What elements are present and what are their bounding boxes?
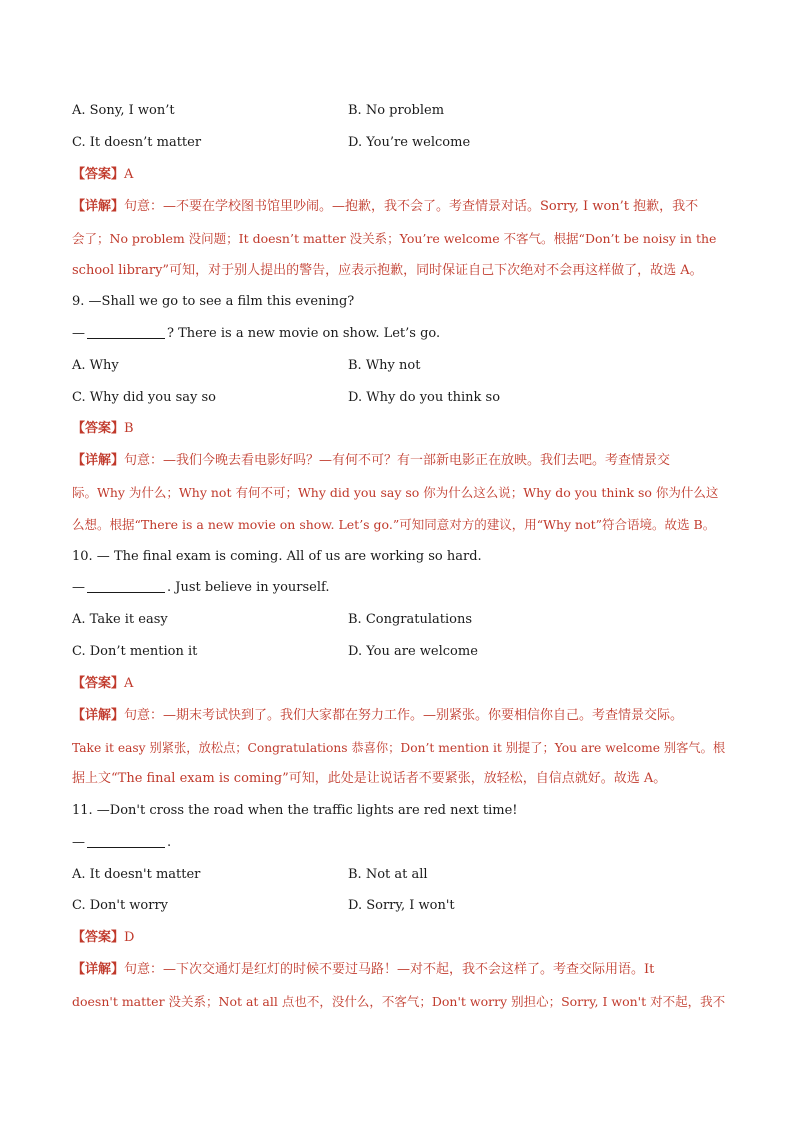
q10-detail-line-3: 据上文“The final exam is coming”可知，此处是让说话者不要紧张，放轻松，自信点就好。故选 A。	[72, 771, 667, 786]
q11-question: 11. —Don't cross the road when the traffic lights are red next time!	[72, 803, 518, 818]
response-text: ? There is a new movie on show. Let’s go.	[167, 326, 441, 341]
q11-detail-line-1	[72, 962, 654, 978]
answer-blank	[87, 580, 165, 593]
q11-option-b: B. Not at all	[348, 867, 428, 882]
q11-option-c: C. Don't worry	[72, 898, 169, 913]
q10-option-a: A. Take it easy	[72, 612, 168, 627]
q9-option-a: A. Why	[72, 358, 119, 373]
detail-text: 句意：—不要在学校图书馆里吵闹。—抱歉，我不会了。考查情景对话。Sorry, I won’t 抱歉，我不	[124, 199, 699, 214]
answer-value: D	[124, 930, 135, 945]
q11-option-d: D. Sorry, I won't	[348, 898, 455, 913]
q8-option-d: D. You’re welcome	[348, 135, 471, 150]
q9-option-b: B. Why not	[348, 358, 421, 373]
q9-option-d: D. Why do you think so	[348, 390, 501, 405]
q9-detail-line-2: 际。Why 为什么；Why not 有何不可；Why did you say so 你为什么这么说；Why do you think so 你为什么这	[72, 485, 719, 500]
answer-tag: 【答案】	[72, 167, 125, 182]
detail-text: 句意：—期末考试快到了。我们大家都在努力工作。—别紧张。你要相信你自己。考查情景交际。	[124, 708, 684, 723]
detail-tag: 【详解】	[72, 199, 125, 214]
answer-tag: 【答案】	[72, 421, 125, 436]
q11-detail-line-2: doesn't matter 没关系；Not at all 点也不，没什么，不客气；Don't worry 别担心；Sorry, I won't 对不起，我不	[72, 994, 726, 1009]
response-dash: —	[72, 326, 85, 341]
q9-option-c: C. Why did you say so	[72, 390, 216, 405]
answer-tag: 【答案】	[72, 676, 125, 691]
q11-response	[72, 835, 171, 851]
detail-tag: 【详解】	[72, 962, 125, 977]
detail-tag: 【详解】	[72, 708, 125, 723]
q10-question: 10. — The final exam is coming. All of us are working so hard.	[72, 549, 482, 564]
q9-answer	[72, 421, 134, 437]
q8-answer	[72, 167, 133, 183]
answer-blank	[87, 326, 165, 339]
q8-detail-line-3: school library”可知，对于别人提出的警告，应表示抱歉，同时保证自己下次绝对不会再这样做了，故选 A。	[72, 263, 703, 278]
q8-option-b: B. No problem	[348, 103, 445, 118]
q8-detail-line-2: 会了；No problem 没问题；It doesn’t matter 没关系；You’re welcome 不客气。根据“Don’t be noisy in the	[72, 231, 717, 246]
q8-detail-line-1	[72, 199, 698, 215]
q8-option-c: C. It doesn’t matter	[72, 135, 202, 150]
q9-detail-line-1	[72, 453, 670, 469]
q9-detail-line-3: 么想。根据“There is a new movie on show. Let’s go.”可知同意对方的建议，用“Why not”符合语境。故选 B。	[72, 517, 716, 532]
q10-option-c: C. Don’t mention it	[72, 644, 198, 659]
q8-option-a: A. Sony, I won’t	[72, 103, 175, 118]
detail-text: 句意：—下次交通灯是红灯的时候不要过马路！—对不起，我不会这样了。考查交际用语。It	[124, 962, 655, 977]
response-text: . Just believe in yourself.	[167, 580, 330, 595]
q10-response	[72, 580, 330, 596]
answer-blank	[87, 835, 165, 848]
answer-value: B	[124, 421, 134, 436]
q10-answer	[72, 676, 133, 692]
q10-detail-line-2: Take it easy 别紧张，放松点；Congratulations 恭喜你；Don’t mention it 别提了；You are welcome 别客气。根	[72, 741, 726, 755]
response-dash: —	[72, 580, 85, 595]
q10-detail-line-1	[72, 708, 683, 724]
answer-tag: 【答案】	[72, 930, 125, 945]
q11-answer	[72, 930, 134, 946]
detail-text: 句意：—我们今晚去看电影好吗？—有何不可？有一部新电影正在放映。我们去吧。考查情景交	[124, 453, 671, 468]
q11-option-a: A. It doesn't matter	[72, 867, 201, 882]
response-dash: —	[72, 835, 85, 850]
q10-option-b: B. Congratulations	[348, 612, 473, 627]
detail-tag: 【详解】	[72, 453, 125, 468]
answer-value: A	[124, 676, 134, 691]
response-text: .	[167, 835, 172, 850]
q10-option-d: D. You are welcome	[348, 644, 478, 659]
answer-value: A	[124, 167, 134, 182]
q9-question: 9. —Shall we go to see a film this evening?	[72, 294, 355, 309]
q9-response	[72, 326, 440, 342]
